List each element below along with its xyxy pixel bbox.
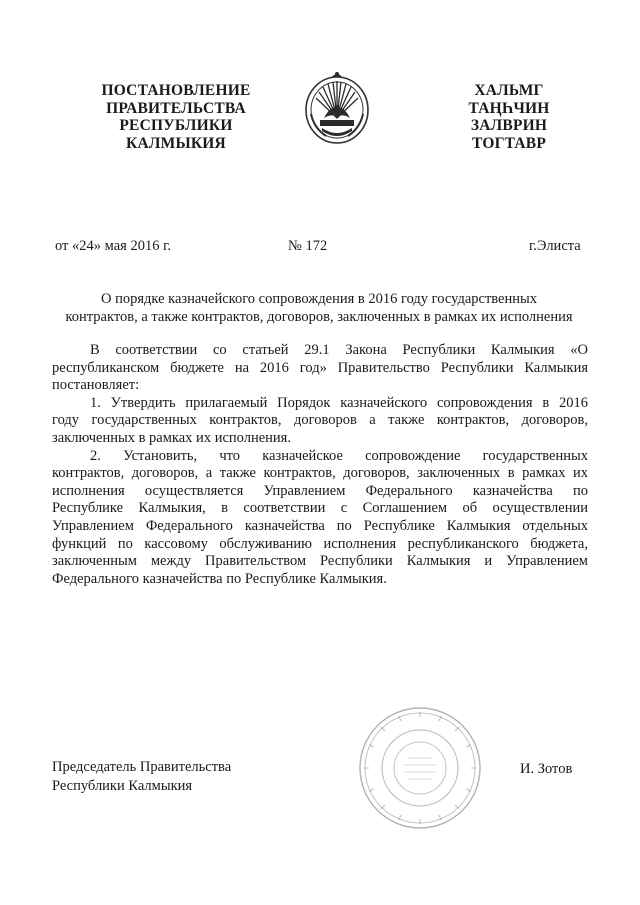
official-stamp-icon [355, 703, 485, 833]
preamble-line: республиканском бюджете на 2016 год» Правительство Республики Калмыкия [52, 359, 588, 376]
signatory-position [52, 758, 231, 796]
header-line: РЕСПУБЛИКИ [119, 117, 233, 134]
signatory-position-line: Республики Калмыкия [52, 778, 193, 794]
item2-line: 2. Установить, что казначейское сопровождение государственных [90, 447, 588, 464]
header-line: ТАҢҺЧИН [468, 99, 550, 117]
header-line: ПРАВИТЕЛЬСТВА [106, 99, 246, 117]
header-line: ТОГТАВР [471, 134, 547, 152]
title-line: О порядке казначейского сопровождения в 2016 году государственных [100, 291, 537, 307]
item1-line: 1. Утвердить прилагаемый Порядок казначейского сопровождения в 2016 [90, 394, 588, 411]
item1-line: заключенных в рамках их исполнения. [52, 429, 291, 446]
title-line: контрактов, а также контрактов, договоров, заключенных в рамках их исполнения [65, 308, 573, 325]
kalmykia-coat-of-arms-icon [302, 68, 372, 146]
item2-line: функций по кассовому обслуживанию исполнения республиканского бюджета, [52, 535, 588, 552]
preamble-line: В соответствии со статьей 29.1 Закона Республики Калмыкия «О [90, 342, 588, 358]
signatory-position-line: Председатель Правительства [52, 759, 232, 775]
header-org-name-russian [88, 82, 264, 152]
header-line: КАЛМЫКИЯ [126, 134, 226, 152]
item1-line: году государственных контрактов, договоров а также контрактов, договоров, [52, 412, 588, 429]
header-line: ЗАЛВРИН [470, 117, 548, 134]
signatory-name: И. Зотов [520, 761, 573, 777]
item2-line: исполнения осуществляется Управлением Федерального казначейства по [52, 482, 588, 499]
preamble-line: постановляет: [52, 377, 140, 394]
item2-line: контрактов, договоров, а также контрактов, договоров, заключенных в рамках их [52, 465, 588, 482]
item2-line: заключенным между Правительством Республики Калмыкия и Управлением [52, 553, 588, 570]
document-title [52, 291, 586, 326]
item2-line: Федерального казначейства по Республике Калмыкия. [52, 570, 387, 587]
header-org-name-kalmyk [446, 82, 572, 152]
document-date: от «24» мая 2016 г. [55, 238, 172, 254]
document-number: № 172 [288, 238, 328, 254]
header-line: ПОСТАНОВЛЕНИЕ [101, 82, 251, 99]
header-line: ХАЛЬМГ [474, 82, 544, 99]
item2-line: Управлением Федерального казначейства по Республике Калмыкия отдельных [52, 517, 588, 534]
document-body [52, 342, 588, 588]
document-city: г.Элиста [529, 238, 581, 254]
item2-line: Республике Калмыкия, в соответствии с Соглашением об осуществлении [52, 500, 588, 517]
